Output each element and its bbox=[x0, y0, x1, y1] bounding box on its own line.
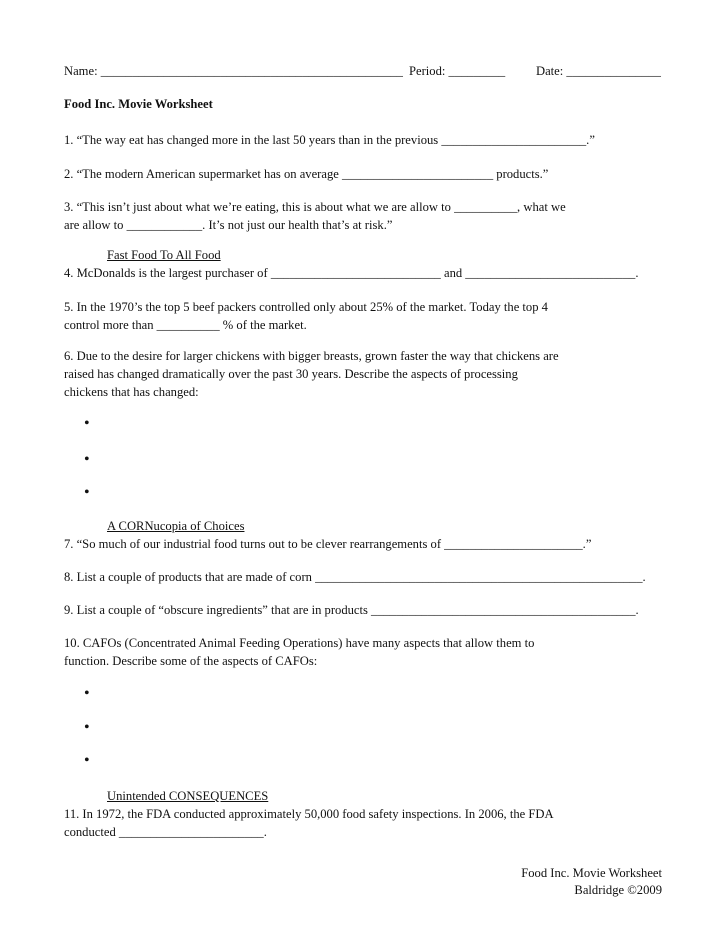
bullet-point: • bbox=[84, 685, 90, 702]
question-6-line-1: 6. Due to the desire for larger chickens with bigger breasts, grown faster the way that chickens are bbox=[64, 349, 559, 363]
question-11-line-2: conducted _______________________. bbox=[64, 825, 267, 839]
question-6-line-3: chickens that has changed: bbox=[64, 385, 199, 399]
bullet-point: • bbox=[84, 719, 90, 736]
question-5-line-2: control more than __________ % of the market. bbox=[64, 318, 307, 332]
question-2: 2. “The modern American supermarket has on average ________________________ products.” bbox=[64, 167, 549, 181]
bullet-point: • bbox=[84, 415, 90, 432]
footer-title: Food Inc. Movie Worksheet bbox=[521, 866, 662, 880]
question-10-line-1: 10. CAFOs (Concentrated Animal Feeding Operations) have many aspects that allow them to bbox=[64, 636, 535, 650]
question-9: 9. List a couple of “obscure ingredients” that are in products __________________________________________. bbox=[64, 603, 639, 617]
section-heading-corn: A CORNucopia of Choices bbox=[107, 519, 245, 533]
question-3-line-1: 3. “This isn’t just about what we’re eating, this is about what we are allow to __________, what we bbox=[64, 200, 566, 214]
period-field: Period: _________ bbox=[409, 64, 506, 78]
question-5-line-1: 5. In the 1970’s the top 5 beef packers controlled only about 25% of the market. Today the top 4 bbox=[64, 300, 548, 314]
question-8: 8. List a couple of products that are made of corn ____________________________________________________. bbox=[64, 570, 646, 584]
question-7: 7. “So much of our industrial food turns out to be clever rearrangements of ______________________.” bbox=[64, 537, 592, 551]
bullet-point: • bbox=[84, 752, 90, 769]
section-heading-consequences: Unintended CONSEQUENCES bbox=[107, 789, 269, 803]
name-field: Name: ________________________________________________ bbox=[64, 64, 403, 78]
bullet-point: • bbox=[84, 484, 90, 501]
footer-author: Baldridge ©2009 bbox=[574, 883, 662, 897]
bullet-point: • bbox=[84, 451, 90, 468]
section-heading-fast-food: Fast Food To All Food bbox=[107, 248, 221, 262]
question-3-line-2: are allow to ____________. It’s not just our health that’s at risk.” bbox=[64, 218, 393, 232]
question-1: 1. “The way eat has changed more in the last 50 years than in the previous _______________________.” bbox=[64, 133, 595, 147]
question-11-line-1: 11. In 1972, the FDA conducted approximately 50,000 food safety inspections. In 2006, the FDA bbox=[64, 807, 554, 821]
question-6-line-2: raised has changed dramatically over the past 30 years. Describe the aspects of processing bbox=[64, 367, 518, 381]
worksheet-title: Food Inc. Movie Worksheet bbox=[64, 97, 213, 111]
date-field: Date: _______________ bbox=[536, 64, 661, 78]
question-4: 4. McDonalds is the largest purchaser of ___________________________ and ___________________________. bbox=[64, 266, 639, 280]
question-10-line-2: function. Describe some of the aspects of CAFOs: bbox=[64, 654, 318, 668]
